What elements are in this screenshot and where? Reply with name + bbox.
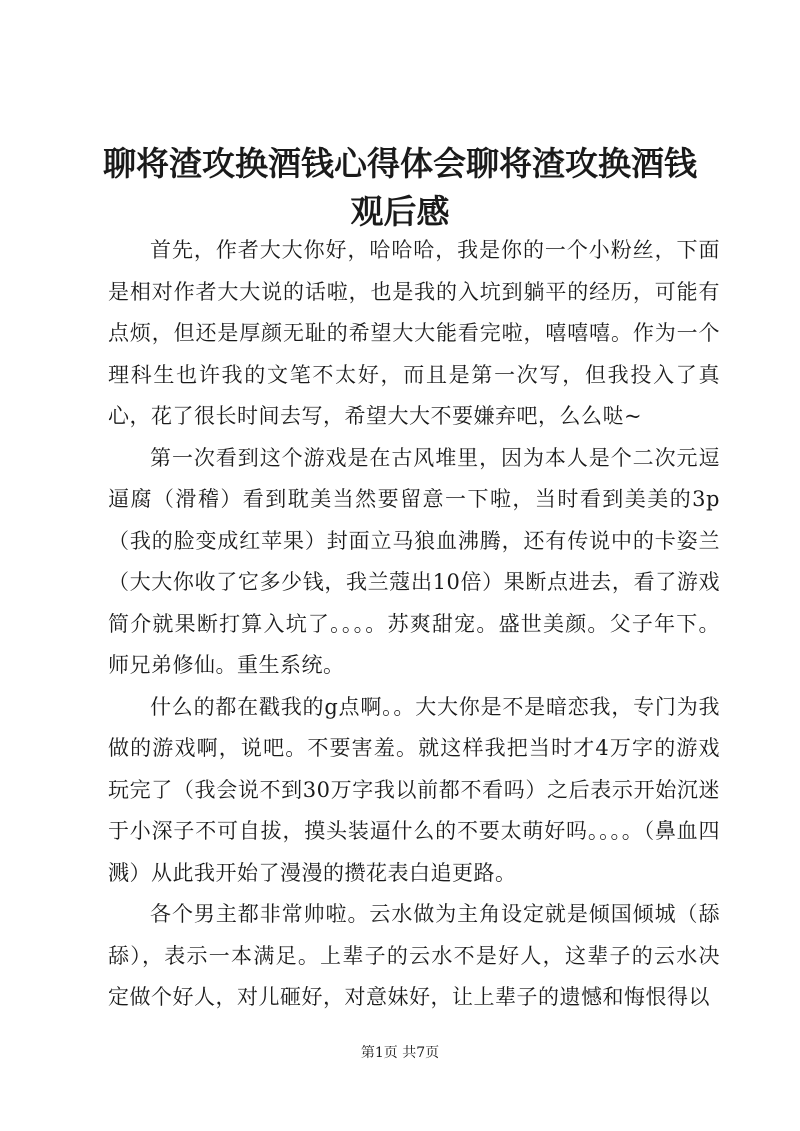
paragraph-4: 各个男主都非常帅啦。云水做为主角设定就是倾国倾城（舔舔），表示一本满足。上辈子的云水不是好人，这辈子的云水决定做个好人，对儿砸好，对意妹好，让上辈子的遗憾和悔恨得以 (108, 902, 720, 1009)
paragraph-1: 首先，作者大大你好，哈哈哈，我是你的一个小粉丝，下面是相对作者大大说的话啦，也是我的入坑到躺平的经历，可能有点烦，但还是厚颜无耻的希望大大能看完啦，嘻嘻嘻。作为一个理科生也许我的文笔不太好，而且是第一次写，但我投入了真心，花了很长时间去写，希望大大不要嫌弃吧，么么哒~ (108, 238, 720, 428)
paragraph-2: 第一次看到这个游戏是在古风堆里，因为本人是个二次元逗逼腐（滑稽）看到耽美当然要留意一下啦，当时看到美美的3p（我的脸变成红苹果）封面立马狼血沸腾，还有传说中的卡姿兰（大大你收了它多少钱，我兰蔻出10倍）果断点进去，看了游戏简介就果断打算入坑了。。。。苏爽甜宠。盛世美颜。父子年下。师兄弟修仙。重生系统。 (108, 445, 720, 677)
document-title: 聊将渣攻换酒钱心得体会聊将渣攻换酒钱观后感 (103, 144, 697, 231)
page-number-footer: 第1页 共7页 (360, 1045, 440, 1061)
paragraph-3: 什么的都在戳我的g点啊。。大大你是不是暗恋我，专门为我做的游戏啊，说吧。不要害羞。就这样我把当时才4万字的游戏玩完了（我会说不到30万字我以前都不看吗）之后表示开始沉迷于小深子不可自拔，摸头装逼什么的不要太萌好吗。。。。（鼻血四溅）从此我开始了漫漫的攒花表白追更路。 (108, 694, 720, 885)
document-body (108, 230, 720, 1019)
